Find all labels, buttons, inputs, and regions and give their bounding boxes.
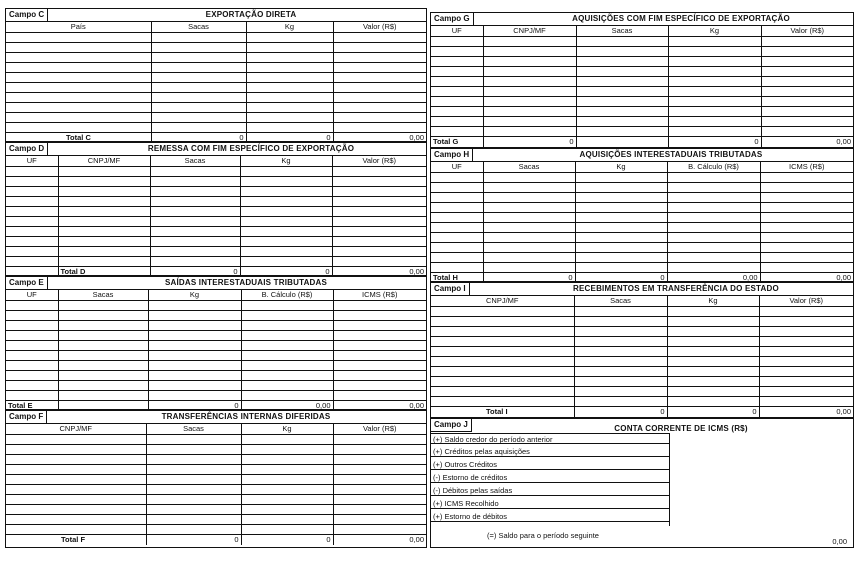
total-h-label: Total H [433, 273, 458, 282]
table-row[interactable] [6, 505, 426, 515]
table-row[interactable] [6, 197, 426, 207]
table-row[interactable] [431, 37, 853, 47]
table-row[interactable] [6, 435, 426, 445]
table-row[interactable] [431, 317, 853, 327]
total-row [431, 407, 853, 418]
table-row[interactable] [6, 331, 426, 341]
campo-i-panel [430, 282, 854, 418]
table-row[interactable] [6, 43, 426, 53]
total-h-icms: 0,00 [760, 273, 853, 284]
table-row[interactable] [6, 227, 426, 237]
header-kg: Kg [575, 162, 667, 173]
campo-j-title: CONTA CORRENTE DE ICMS (R$) [614, 424, 748, 433]
table-row[interactable] [6, 465, 426, 475]
campo-d-tag: Campo D [6, 143, 48, 156]
campo-g-table [431, 26, 853, 147]
table-row[interactable] [6, 301, 426, 311]
table-row[interactable] [6, 33, 426, 43]
campo-d-panel [5, 142, 427, 276]
header-kg: Kg [246, 22, 333, 33]
header-sacas: Sacas [150, 156, 240, 167]
table-row[interactable] [431, 327, 853, 337]
table-row[interactable] [431, 357, 853, 367]
total-f-kg: 0 [241, 535, 333, 546]
header-kg: Kg [241, 424, 333, 435]
total-c-label: Total C [66, 133, 91, 142]
saldo-seguinte-label: (=) Saldo para o período seguinte [487, 531, 599, 540]
table-row[interactable] [6, 83, 426, 93]
header-sacas: Sacas [58, 290, 148, 301]
table-row[interactable] [431, 253, 853, 263]
table-row[interactable] [6, 495, 426, 505]
table-row[interactable] [6, 93, 426, 103]
campo-e-tag: Campo E [6, 277, 48, 290]
header-sacas: Sacas [146, 424, 241, 435]
icms-recolhido-row[interactable]: (+) ICMS Recolhido [431, 498, 669, 509]
total-f-valor: 0,00 [333, 535, 426, 546]
table-row[interactable] [431, 173, 853, 183]
table-row[interactable] [431, 67, 853, 77]
table-row[interactable] [6, 247, 426, 257]
header-valor: Valor (R$) [332, 156, 426, 167]
total-g-kg: 0 [668, 137, 761, 148]
header-sacas: Sacas [483, 162, 575, 173]
header-uf: UF [6, 156, 58, 167]
campo-h-table [431, 162, 853, 283]
header-sacas: Sacas [574, 296, 667, 307]
total-c-sacas: 0 [151, 133, 246, 144]
table-row[interactable] [6, 455, 426, 465]
header-bcalculo: B. Cálculo (R$) [241, 290, 333, 301]
table-row[interactable] [431, 183, 853, 193]
table-row[interactable] [431, 223, 853, 233]
table-row[interactable] [431, 243, 853, 253]
table-row[interactable] [431, 87, 853, 97]
campo-i-title: RECEBIMENTOS EM TRANSFERÊNCIA DO ESTADO [573, 284, 779, 293]
campo-e-table [6, 290, 426, 411]
header-uf: UF [431, 26, 483, 37]
table-row[interactable] [431, 117, 853, 127]
table-row[interactable] [431, 203, 853, 213]
table-row[interactable] [431, 57, 853, 67]
campo-e-title: SAÍDAS INTERESTADUAIS TRIBUTADAS [164, 278, 328, 287]
total-c-kg: 0 [246, 133, 333, 144]
table-row[interactable] [431, 263, 853, 273]
total-i-valor: 0,00 [759, 407, 853, 418]
table-row[interactable] [431, 107, 853, 117]
campo-e-panel [5, 276, 427, 410]
saldo-credor-row[interactable]: (+) Saldo credor do período anterior [431, 433, 669, 444]
outros-creditos-row[interactable]: (+) Outros Créditos [431, 459, 669, 470]
campo-f-panel [5, 410, 427, 548]
table-row[interactable] [6, 475, 426, 485]
campo-i-table [431, 296, 853, 417]
header-cnpj: CNPJ/MF [6, 424, 146, 435]
table-row[interactable] [6, 113, 426, 123]
header-kg: Kg [148, 290, 241, 301]
total-e-icms: 0,00 [333, 401, 426, 412]
table-row[interactable] [6, 63, 426, 73]
table-row[interactable] [431, 337, 853, 347]
total-d-valor: 0,00 [332, 267, 426, 278]
table-row[interactable] [6, 237, 426, 247]
total-g-sacas: 0 [483, 137, 576, 148]
header-uf: UF [431, 162, 483, 173]
campo-j-panel [430, 418, 854, 548]
header-valor: Valor (R$) [759, 296, 853, 307]
table-row[interactable] [6, 515, 426, 525]
table-row[interactable] [6, 351, 426, 361]
total-e-kg: 0 [148, 401, 241, 412]
table-row[interactable] [431, 97, 853, 107]
table-row[interactable] [6, 217, 426, 227]
table-row[interactable] [431, 127, 853, 137]
campo-i-tag: Campo I [431, 283, 470, 296]
table-row[interactable] [6, 341, 426, 351]
total-d-kg: 0 [240, 267, 332, 278]
total-d-label: Total D [58, 267, 150, 278]
header-kg: Kg [668, 26, 761, 37]
column-divider [669, 433, 670, 526]
total-row [431, 137, 853, 148]
table-row[interactable] [431, 77, 853, 87]
header-sacas: Sacas [576, 26, 668, 37]
table-row[interactable] [6, 321, 426, 331]
header-sacas: Sacas [151, 22, 246, 33]
total-c-valor: 0,00 [333, 133, 426, 144]
total-d-sacas: 0 [150, 267, 240, 278]
table-row[interactable] [6, 445, 426, 455]
table-row[interactable] [431, 347, 853, 357]
header-pais: País [6, 22, 151, 33]
table-row[interactable] [6, 361, 426, 371]
total-e-label: Total E [8, 401, 33, 410]
total-e-bcalculo: 0,00 [241, 401, 333, 412]
table-row[interactable] [6, 103, 426, 113]
header-valor: Valor (R$) [761, 26, 853, 37]
table-row[interactable] [6, 391, 426, 401]
header-cnpj: CNPJ/MF [431, 296, 574, 307]
table-row[interactable] [6, 257, 426, 267]
header-kg: Kg [667, 296, 759, 307]
header-cnpj: CNPJ/MF [58, 156, 150, 167]
table-row[interactable] [6, 73, 426, 83]
table-row[interactable] [431, 307, 853, 317]
header-valor: Valor (R$) [333, 22, 426, 33]
header-cnpj: CNPJ/MF [483, 26, 576, 37]
total-row [6, 535, 426, 546]
table-row[interactable] [431, 213, 853, 223]
saldo-seguinte-value: 0,00 [832, 537, 847, 546]
campo-d-title: REMESSA COM FIM ESPECÍFICO DE EXPORTAÇÃO [147, 144, 355, 153]
campo-f-title: TRANSFERÊNCIAS INTERNAS DIFERIDAS [161, 412, 331, 421]
total-g-valor: 0,00 [761, 137, 853, 148]
table-row[interactable] [6, 381, 426, 391]
total-f-sacas: 0 [146, 535, 241, 546]
campo-h-panel [430, 148, 854, 282]
table-row[interactable] [431, 397, 853, 407]
header-valor: Valor (R$) [333, 424, 426, 435]
campo-f-table [6, 424, 426, 545]
campo-g-title: AQUISIÇÕES COM FIM ESPECÍFICO DE EXPORTAÇÃO [572, 14, 790, 23]
table-row[interactable] [6, 311, 426, 321]
table-row[interactable] [6, 177, 426, 187]
total-h-kg: 0 [575, 273, 667, 284]
creditos-aquisicoes-row[interactable]: (+) Créditos pelas aquisições [431, 446, 669, 457]
campo-g-tag: Campo G [431, 13, 474, 26]
campo-h-tag: Campo H [431, 149, 473, 162]
header-icms: ICMS (R$) [333, 290, 426, 301]
table-row[interactable] [431, 387, 853, 397]
campo-c-title: EXPORTAÇÃO DIRETA [205, 10, 297, 19]
total-h-sacas: 0 [483, 273, 575, 284]
campo-g-panel [430, 12, 854, 148]
estorno-debitos-row[interactable]: (+) Estorno de débitos [431, 511, 669, 522]
table-row[interactable] [6, 525, 426, 535]
campo-f-tag: Campo F [6, 411, 47, 424]
total-i-label: Total I [486, 407, 508, 416]
header-uf: UF [6, 290, 58, 301]
table-row[interactable] [431, 47, 853, 57]
estorno-creditos-row[interactable]: (-) Estorno de créditos [431, 472, 669, 483]
campo-h-title: AQUISIÇÕES INTERESTADUAIS TRIBUTADAS [579, 150, 763, 159]
table-row[interactable] [6, 187, 426, 197]
total-h-bcalculo: 0,00 [667, 273, 760, 284]
campo-c-tag: Campo C [6, 9, 48, 22]
table-row[interactable] [431, 377, 853, 387]
table-row[interactable] [6, 53, 426, 63]
table-row[interactable] [6, 485, 426, 495]
debitos-saidas-row[interactable]: (-) Débitos pelas saídas [431, 485, 669, 496]
total-f-label: Total F [61, 535, 86, 544]
table-row[interactable] [431, 193, 853, 203]
campo-c-table [6, 22, 426, 143]
header-kg: Kg [240, 156, 332, 167]
campo-c-panel [5, 8, 427, 142]
table-row[interactable] [6, 167, 426, 177]
total-i-kg: 0 [667, 407, 759, 418]
campo-d-table [6, 156, 426, 277]
table-row[interactable] [6, 207, 426, 217]
table-row[interactable] [6, 371, 426, 381]
total-i-sacas: 0 [574, 407, 667, 418]
total-g-label: Total G [433, 137, 459, 146]
header-bcalculo: B. Cálculo (R$) [667, 162, 760, 173]
header-icms: ICMS (R$) [760, 162, 853, 173]
table-row[interactable] [431, 233, 853, 243]
campo-j-tag: Campo J [431, 419, 472, 432]
table-row[interactable] [6, 123, 426, 133]
table-row[interactable] [431, 367, 853, 377]
